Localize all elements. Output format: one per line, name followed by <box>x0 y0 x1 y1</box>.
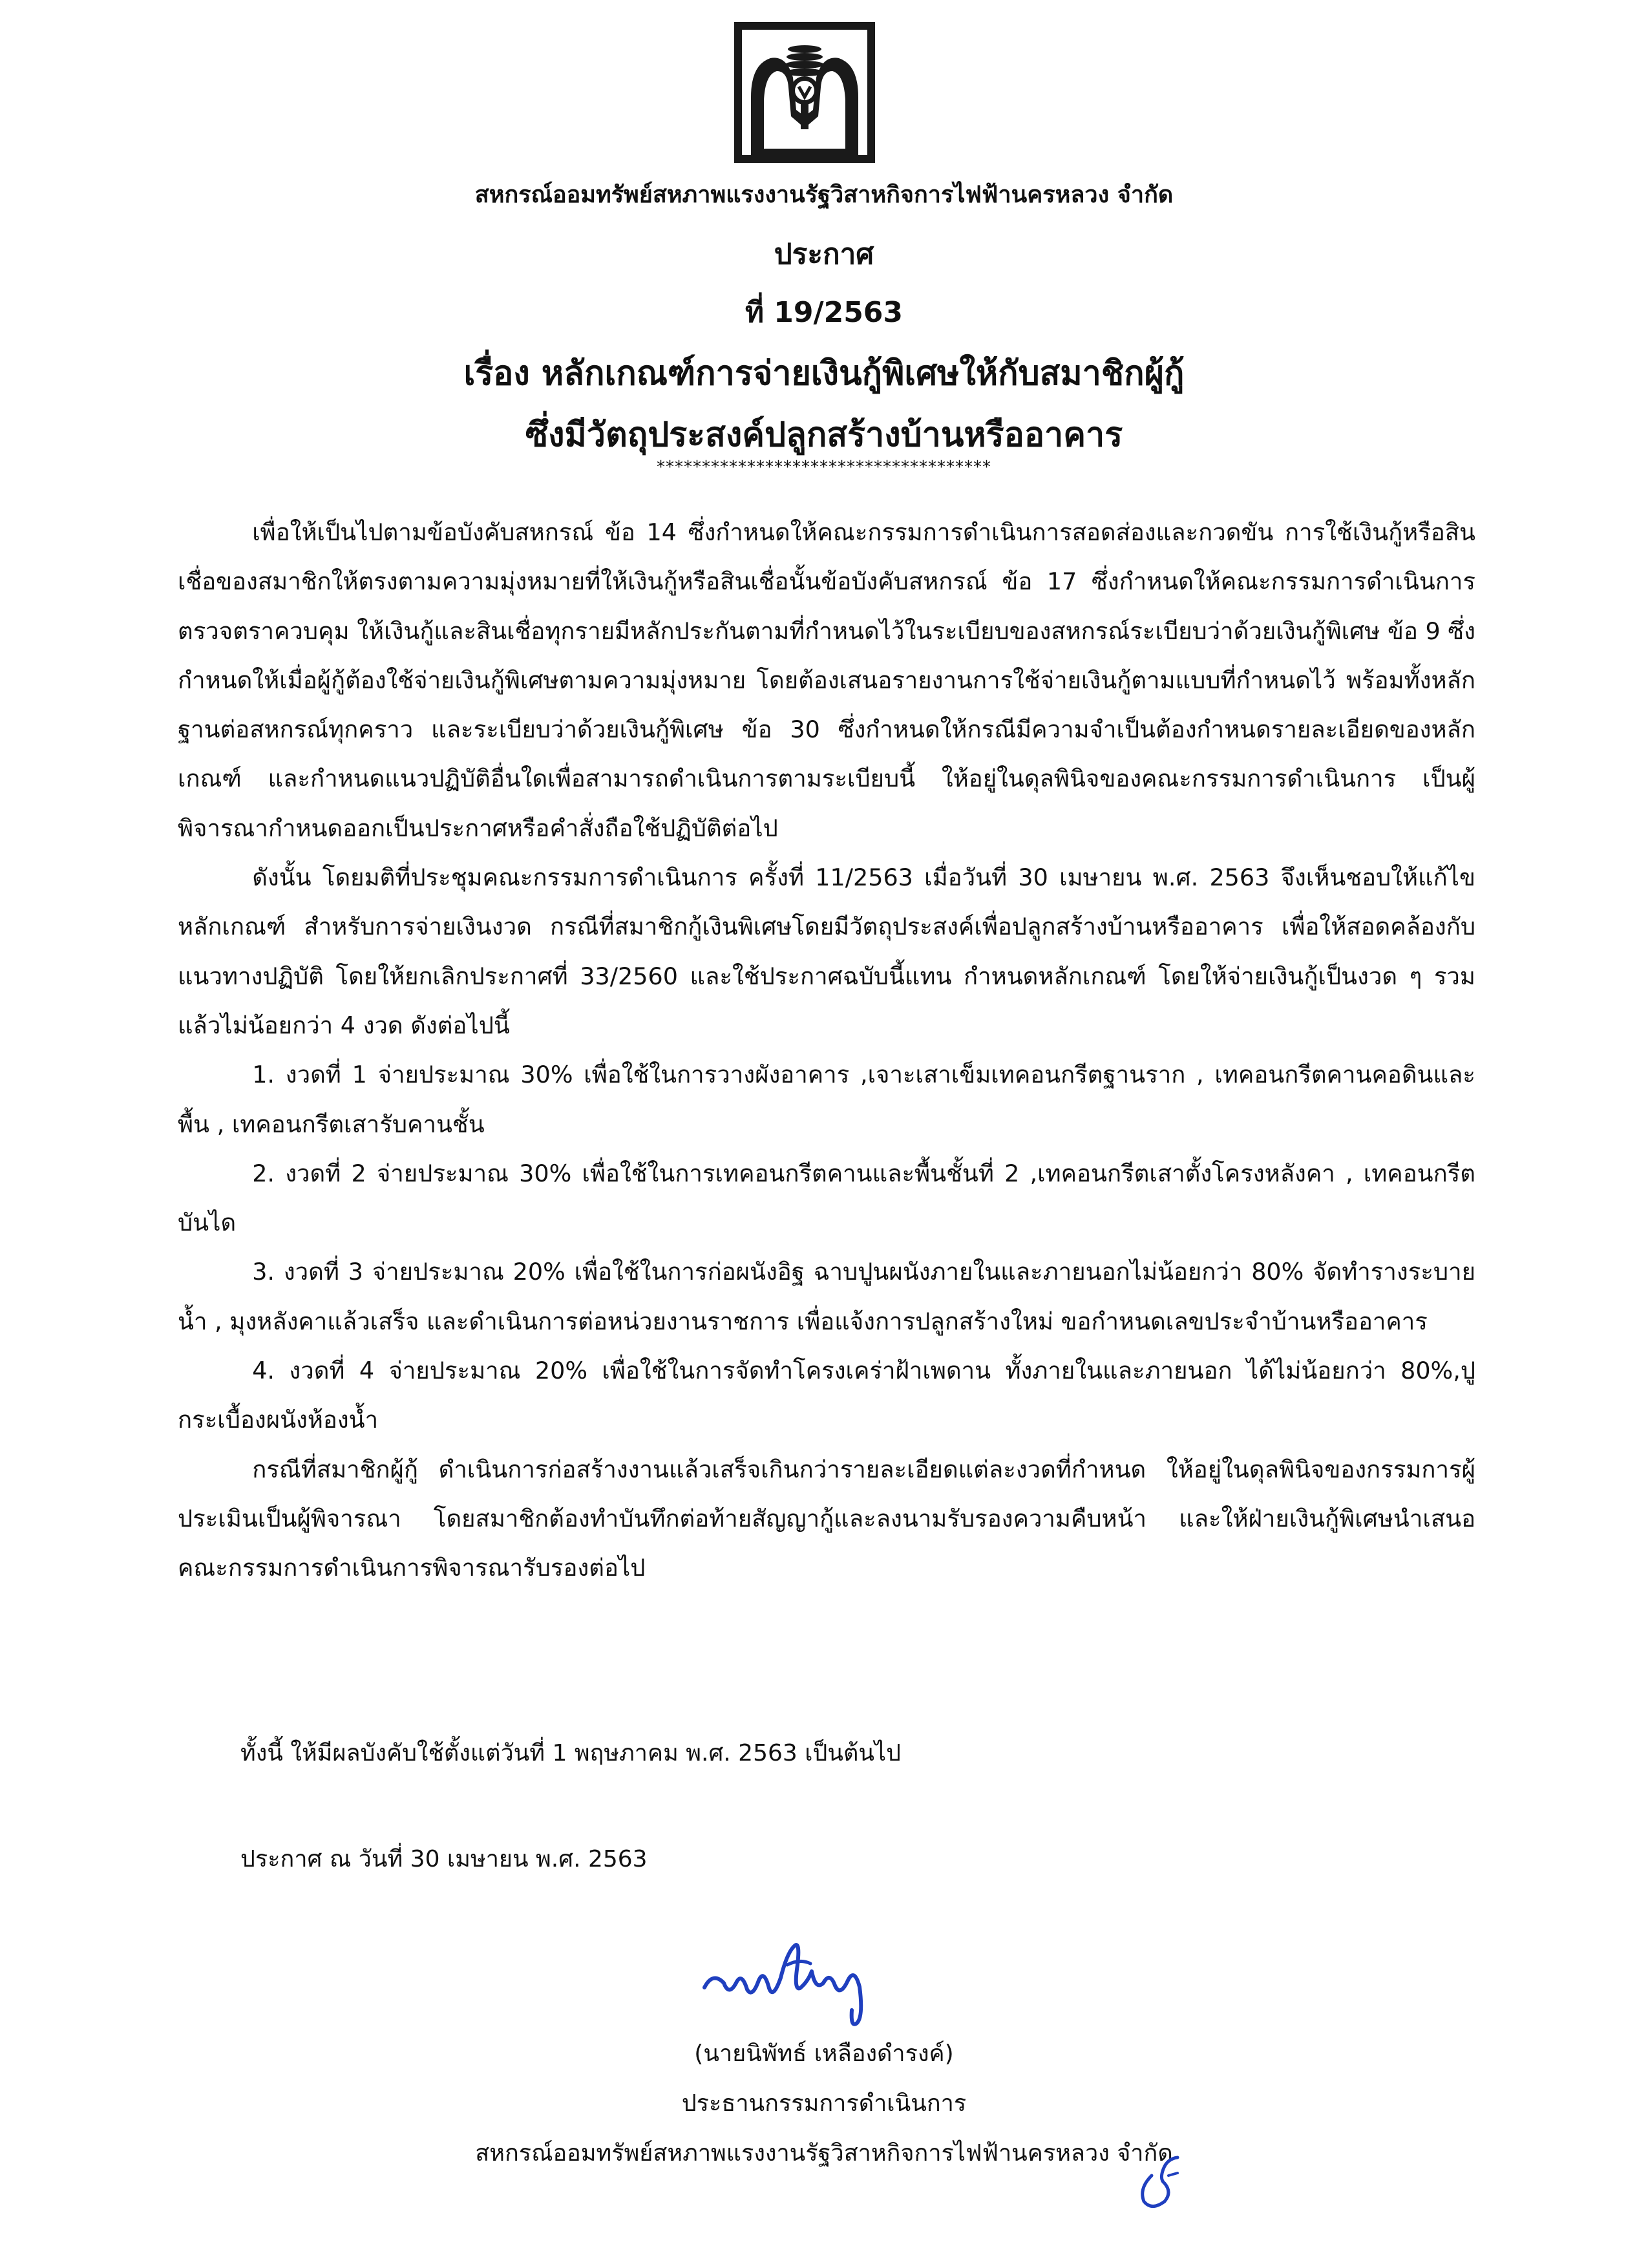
announcement-body <box>178 508 1475 1593</box>
effective-date: ทั้งนี้ ให้มีผลบังคับใช้ตั้งแต่วันที่ 1 พฤษภาคม พ.ศ. 2563 เป็นต้นไป <box>240 1740 901 1766</box>
announcement-date: ประกาศ ณ วันที่ 30 เมษายน พ.ศ. 2563 <box>240 1846 648 1872</box>
handwritten-signature <box>697 1926 891 2030</box>
document-type: ประกาศ <box>774 238 874 271</box>
paragraph-background: เพื่อให้เป็นไปตามข้อบังคับสหกรณ์ ข้อ 14 ซึ่งกำหนดให้คณะกรรมการดำเนินการสอดส่องและกวดขัน การใช้เงินกู้หรือสินเชื่อของสมาชิกให้ตรงตามความมุ่งหมายที่ให้เงินกู้หรือสินเชื่อนั้นข้อบังคับสหกรณ์ ข้อ 17 ซึ่งกำหนดให้คณะกรรมการดำเนินการตรวจตราควบคุม ให้เงินกู้และสินเชื่อทุกรายมีหลักประกันตามที่กำหนดไว้ในระเบียบของสหกรณ์ระเบียบว่าด้วยเงินกู้พิเศษ ข้อ 9 ซึ่งกำหนดให้เมื่อผู้กู้ต้องใช้จ่ายเงินกู้พิเศษตามความมุ่งหมาย โดยต้องเสนอรายงานการใช้จ่ายเงินกู้ตามแบบที่กำหนดไว้ พร้อมทั้งหลักฐานต่อสหกรณ์ทุกคราว และระเบียบว่าด้วยเงินกู้พิเศษ ข้อ 30 ซึ่งกำหนดให้กรณีมีความจำเป็นต้องกำหนดรายละเอียดของหลักเกณฑ์ และกำหนดแนวปฏิบัติอื่นใดเพื่อสามารถดำเนินการตามระเบียบนี้ ให้อยู่ในดุลพินิจของคณะกรรมการดำเนินการ เป็นผู้พิจารณากำหนดออกเป็นประกาศหรือคำสั่งถือใช้ปฏิบัติต่อไป <box>178 518 1475 842</box>
separator: ************************************* <box>657 458 991 477</box>
paragraph-resolution: ดังนั้น โดยมติที่ประชุมคณะกรรมการดำเนินการ ครั้งที่ 11/2563 เมื่อวันที่ 30 เมษายน พ.ศ. 2563 จึงเห็นชอบให้แก้ไขหลักเกณฑ์ สำหรับการจ่ายเงินงวด กรณีที่สมาชิกกู้เงินพิเศษโดยมีวัตถุประสงค์เพื่อปลูกสร้างบ้านหรืออาคาร เพื่อให้สอดคล้องกับแนวทางปฏิบัติ โดยให้ยกเลิกประกาศที่ 33/2560 และใช้ประกาศฉบับนี้แทน กำหนดหลักเกณฑ์ โดยให้จ่ายเงินกู้เป็นงวด ๆ รวมแล้วไม่น้อยกว่า 4 งวด ดังต่อไปนี้ <box>178 864 1475 1039</box>
installment-item: 2. งวดที่ 2 จ่ายประมาณ 30% เพื่อใช้ในการเทคอนกรีตคานและพื้นชั้นที่ 2 ,เทคอนกรีตเสาตั้งโครงหลังคา , เทคอนกรีตบันได <box>178 1159 1475 1237</box>
subject-line-1: เรื่อง หลักเกณฑ์การจ่ายเงินกู้พิเศษให้กับสมาชิกผู้กู้ <box>463 354 1185 393</box>
installment-item: 3. งวดที่ 3 จ่ายประมาณ 20% เพื่อใช้ในการก่อผนังอิฐ ฉาบปูนผนังภายในและภายนอกไม่น้อยกว่า 80% จัดทำรางระบายน้ำ , มุงหลังคาแล้วเสร็จ และดำเนินการต่อหน่วยงานราชการ เพื่อแจ้งการปลูกสร้างใหม่ ขอกำหนดเลขประจำบ้านหรืออาคาร <box>178 1258 1475 1335</box>
installment-item: 4. งวดที่ 4 จ่ายประมาณ 20% เพื่อใช้ในการจัดทำโครงเคร่าฝ้าเพดาน ทั้งภายในและภายนอก ได้ไม่น้อยกว่า 80%,ปูกระเบื้องผนังห้องน้ำ <box>178 1357 1475 1434</box>
cooperative-logo <box>732 19 878 165</box>
announcement-number: ที่ 19/2563 <box>745 296 903 329</box>
signatory-name: (นายนิพัทธ์ เหลืองดำรงค์) <box>694 2040 954 2067</box>
handwritten-initial <box>1132 2150 1190 2214</box>
subject-line-2: ซึ่งมีวัตถุประสงค์ปลูกสร้างบ้านหรืออาคาร <box>525 416 1123 454</box>
installment-item: 1. งวดที่ 1 จ่ายประมาณ 30% เพื่อใช้ในการวางผังอาคาร ,เจาะเสาเข็มเทคอนกรีตฐานราก , เทคอนกรีตคานคอดินและพื้น , เทคอนกรีตเสารับคานชั้น <box>178 1061 1475 1138</box>
organization-name: สหกรณ์ออมทรัพย์สหภาพแรงงานรัฐวิสาหกิจการไฟฟ้านครหลวง จำกัด <box>474 182 1174 208</box>
paragraph-exception: กรณีที่สมาชิกผู้กู้ ดำเนินการก่อสร้างงานแล้วเสร็จเกินกว่ารายละเอียดแต่ละงวดที่กำหนด ให้อยู่ในดุลพินิจของกรรมการผู้ประเมินเป็นผู้พิจารณา โดยสมาชิกต้องทำบันทึกต่อท้ายสัญญากู้และลงนามรับรองความคืบหน้า และให้ฝ่ายเงินกู้พิเศษนำเสนอคณะกรรมการดำเนินการพิจารณารับรองต่อไป <box>178 1455 1475 1582</box>
signatory-organization: สหกรณ์ออมทรัพย์สหภาพแรงงานรัฐวิสาหกิจการไฟฟ้านครหลวง จำกัด <box>475 2140 1173 2167</box>
signatory-position: ประธานกรรมการดำเนินการ <box>681 2090 967 2117</box>
